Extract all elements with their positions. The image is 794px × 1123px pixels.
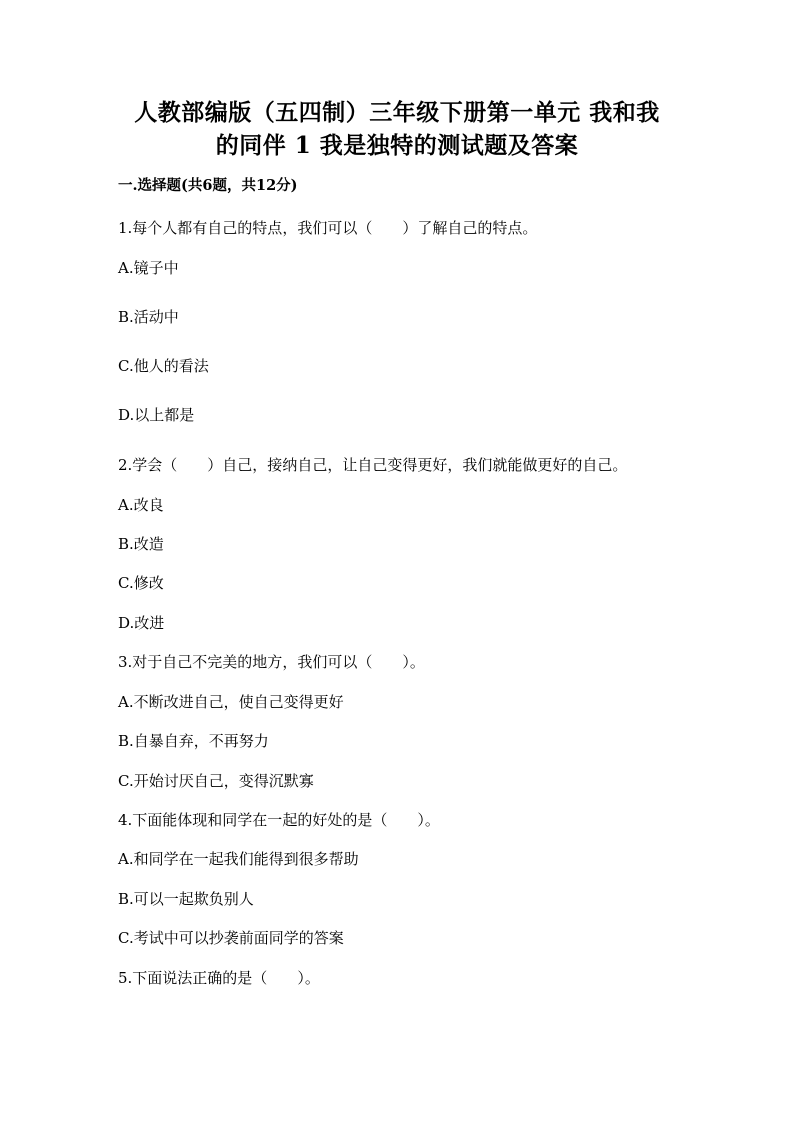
question-3-option-b: B.自暴自弃，不再努力 [118, 732, 269, 750]
document-title-line-2: 的同伴 1 我是独特的测试题及答案 [215, 132, 579, 159]
question-1-option-a: A.镜子中 [118, 259, 179, 277]
question-2-option-b: B.改造 [118, 535, 164, 553]
question-4-stem: 4.下面能体现和同学在一起的好处的是（ ）。 [118, 811, 440, 829]
question-4-option-b: B.可以一起欺负别人 [118, 890, 254, 908]
section-heading: 一.选择题(共6题，共12分) [118, 177, 298, 194]
question-3-option-c: C.开始讨厌自己，变得沉默寡 [118, 772, 314, 790]
question-1-option-b: B.活动中 [118, 308, 179, 326]
question-3-option-a: A.不断改进自己，使自己变得更好 [118, 693, 344, 711]
question-2-option-a: A.改良 [118, 496, 164, 514]
question-2-stem: 2.学会（ ）自己，接纳自己，让自己变得更好，我们就能做更好的自己。 [118, 456, 628, 474]
document-title-line-1: 人教部编版（五四制）三年级下册第一单元 我和我 [134, 99, 660, 126]
question-2-option-c: C.修改 [118, 574, 164, 592]
question-1-option-c: C.他人的看法 [118, 357, 209, 375]
question-5-stem: 5.下面说法正确的是（ ）。 [118, 969, 320, 987]
question-2-option-d: D.改进 [118, 614, 165, 632]
question-4-option-a: A.和同学在一起我们能得到很多帮助 [118, 850, 359, 868]
question-3-stem: 3.对于自己不完美的地方，我们可以（ ）。 [118, 653, 425, 671]
question-4-option-c: C.考试中可以抄袭前面同学的答案 [118, 929, 344, 947]
question-1-stem: 1.每个人都有自己的特点，我们可以（ ）了解自己的特点。 [118, 219, 538, 237]
question-1-option-d: D.以上都是 [118, 406, 195, 424]
